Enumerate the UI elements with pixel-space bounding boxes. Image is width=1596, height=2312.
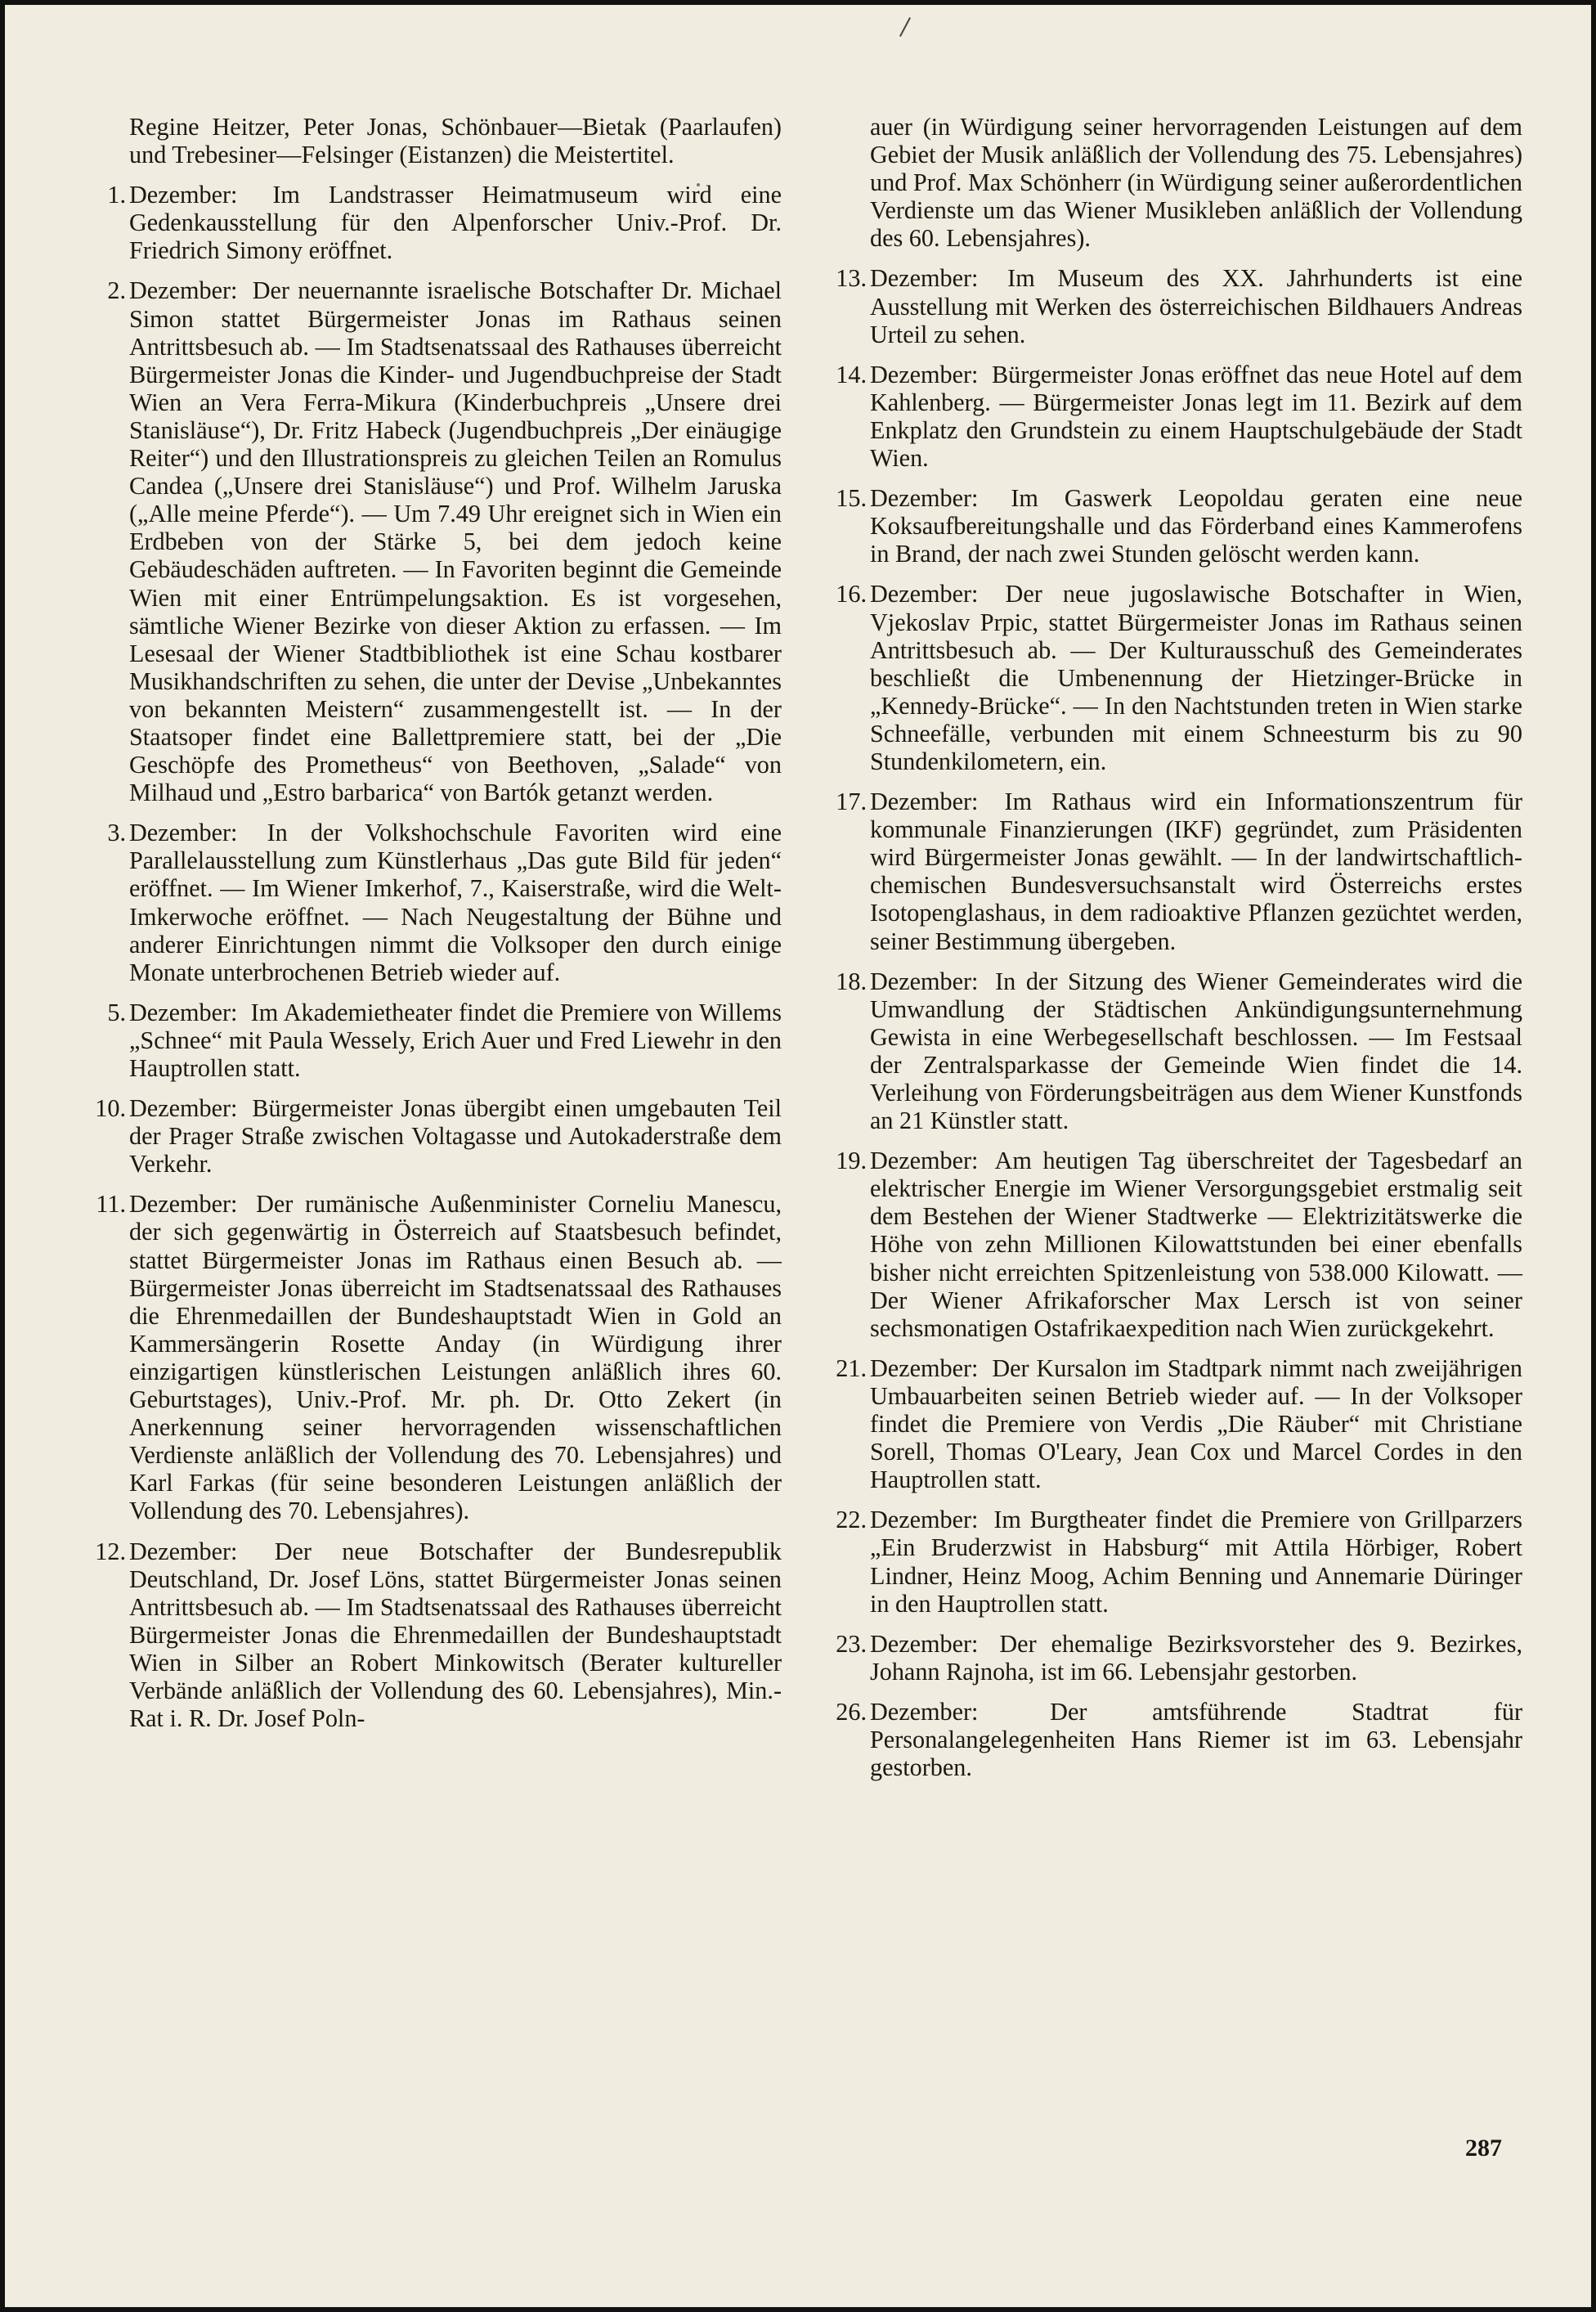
- entry-number: 1.: [107, 181, 126, 209]
- entry-text: Bürgermeister Jonas eröffnet das neue Hotel auf dem Kahlenberg. — Bürgermeister Jonas legt im 11. Bezirk auf dem Enkplatz den Grundstein zu einem Hauptschulgebäude der Stadt Wien.: [870, 360, 1523, 473]
- entry-text: Der amtsführende Stadtrat für Personalangelegenheiten Hans Riemer ist im 63. Lebensjahr gestorben.: [870, 1697, 1522, 1782]
- entry-2: [107, 276, 782, 807]
- entry-date: Dezember:: [129, 181, 238, 209]
- entry-1: [107, 181, 782, 265]
- entry-number: 12.: [95, 1537, 126, 1565]
- right-continuation: auer (in Würdigung seiner hervorragenden Leistungen auf dem Gebiet der Musik anläßlich der Vollendung des 75. Lebensjahres) und Prof. Max Schönherr (in Würdigung seiner außerordentlichen Verdienste um das Wiener Musikleben anläßlich der Vollendung des 60. Lebensjahres).: [870, 113, 1522, 253]
- entry-number: 3.: [107, 819, 126, 847]
- entry-date: Dezember:: [129, 819, 238, 847]
- right-column: [836, 113, 1523, 1793]
- entry-text: Der ehemalige Bezirksvorsteher des 9. Bezirkes, Johann Rajnoha, ist im 66. Lebensjahr gestorben.: [870, 1629, 1522, 1686]
- entry-text: Der rumänische Außenminister Corneliu Manescu, der sich gegenwärtig in Österreich auf Staatsbesuch befindet, stattet Bürgermeister Jonas im Rathaus einen Besuch ab. — Bürgermeister Jonas überreicht im Stadtsenatssaal des Rathauses die Ehrenmedaillen der Bundeshauptstadt Wien in Gold an Kammersängerin Rosette Anday (in Würdigung ihrer einzigartigen künstlerischen Leistungen anläßlich ihres 60. Geburtstages), Univ.-Prof. Mr. ph. Dr. Otto Zekert (in Anerkennung seiner hervorragenden wissenschaftlichen Verdienste anläßlich der Vollendung des 70. Lebensjahres) und Karl Farkas (für seine besonderen Leistungen anläßlich der Vollendung des 70. Lebensjahres).: [129, 1190, 782, 1525]
- entry-10: [95, 1094, 782, 1178]
- entry-13: [836, 264, 1523, 348]
- entry-date: Dezember:: [129, 276, 238, 305]
- entry-date: Dezember:: [870, 1147, 979, 1175]
- entry-number: 17.: [836, 788, 867, 816]
- entry-text: Im Rathaus wird ein Informationszentrum für kommunale Finanzierungen (IKF) gegründet, zum Präsidenten wird Bürgermeister Jonas gewählt. — In der landwirtschaftlich-chemischen Bundesversuchsanstalt wird Österreichs erstes Isotopenglashaus, in dem radioaktive Pflanzen gezüchtet werden, seiner Bestimmung übergeben.: [870, 788, 1522, 955]
- entry-3: [107, 819, 782, 986]
- entry-text: Bürgermeister Jonas übergibt einen umgebauten Teil der Prager Straße zwischen Voltagasse und Autokaderstraße dem Verkehr.: [129, 1094, 782, 1178]
- entry-date: Dezember:: [129, 998, 238, 1026]
- entry-date: Dezember:: [870, 788, 979, 816]
- entry-date: Dezember:: [129, 1190, 238, 1219]
- entry-26: [836, 1697, 1522, 1782]
- entry-number: 21.: [836, 1354, 867, 1382]
- entry-text: Im Gaswerk Leopoldau geraten eine neue Koksaufbereitungshalle und das Förderband eines Kammerofens in Brand, der nach zwei Stunden gelöscht werden kann.: [870, 484, 1522, 568]
- entry-date: Dezember:: [870, 1697, 979, 1726]
- left-column: [95, 113, 782, 1744]
- entry-text: Am heutigen Tag überschreitet der Tagesbedarf an elektrischer Energie im Wiener Versorgungsgebiet erstmalig seit dem Bestehen der Wiener Stadtwerke — Elektrizitätswerke die Höhe von zehn Millionen Kilowattstunden bei einer ebenfalls bisher nicht erreichten Spitzenleistung von 538.000 Kilowatt. — Der Wiener Afrikaforscher Max Lersch ist von seiner sechsmonatigen Ostafrikaexpedition nach Wien zurückgekehrt.: [870, 1147, 1522, 1342]
- entry-number: 14.: [836, 360, 867, 388]
- entry-19: [836, 1147, 1522, 1342]
- entry-18: [836, 967, 1522, 1135]
- entry-text: In der Volkshochschule Favoriten wird eine Parallelausstellung zum Künstlerhaus „Das gute Bild für jeden“ eröffnet. — Im Wiener Imkerhof, 7., Kaiserstraße, wird die Welt-Imkerwoche eröffnet. — Nach Neugestaltung der Bühne und anderer Einrichtungen nimmt die Volksoper den durch einige Monate unterbrochenen Betrieb wieder auf.: [129, 819, 782, 986]
- entry-number: 2.: [107, 276, 126, 305]
- entry-23: [836, 1629, 1522, 1686]
- entry-date: Dezember:: [870, 580, 979, 608]
- entry-14: [836, 360, 1523, 473]
- entry-number: 15.: [836, 484, 867, 513]
- entry-11: [96, 1190, 782, 1525]
- left-continuation: Regine Heitzer, Peter Jonas, Schönbauer—Bietak (Paarlaufen) und Trebesiner—Felsinger (Eistanzen) die Meistertitel.: [129, 113, 782, 169]
- entry-17: [836, 788, 1522, 955]
- entry-number: 22.: [836, 1506, 867, 1534]
- entry-date: Dezember:: [870, 360, 979, 388]
- entry-date: Dezember:: [870, 484, 979, 513]
- entry-date: Dezember:: [870, 1629, 979, 1658]
- entry-text: Im Akademietheater findet die Premiere von Willems „Schnee“ mit Paula Wessely, Erich Auer und Fred Liewehr in den Hauptrollen statt.: [129, 998, 782, 1082]
- entry-text: Im Burgtheater findet die Premiere von Grillparzers „Ein Bruderzwist in Habsburg“ mit Attila Hörbiger, Robert Lindner, Heinz Moog, Achim Benning und Annemarie Düringer in den Hauptrollen statt.: [870, 1506, 1523, 1618]
- entry-date: Dezember:: [870, 264, 979, 293]
- entry-number: 5.: [107, 998, 126, 1026]
- entry-text: Im Landstrasser Heimatmuseum wird eine Gedenkausstellung für den Alpenforscher Univ.-Prof. Dr. Friedrich Simony eröffnet.: [129, 181, 782, 265]
- entry-text: Im Museum des XX. Jahrhunderts ist eine Ausstellung mit Werken des österreichischen Bildhauers Andreas Urteil zu sehen.: [870, 264, 1523, 348]
- entry-text: Der neue Botschafter der Bundesrepublik Deutschland, Dr. Josef Löns, stattet Bürgermeister Jonas seinen Antrittsbesuch ab. — Im Stadtsenatssaal des Rathauses überreicht Bürgermeister Jonas die Ehrenmedaillen der Bundeshauptstadt Wien in Silber an Robert Minkowitsch (Berater kultureller Verbände anläßlich der Vollendung des 60. Lebensjahres), Min.-Rat i. R. Dr. Josef Poln-: [129, 1537, 782, 1733]
- entry-15: [836, 484, 1522, 568]
- entry-number: 16.: [836, 580, 867, 608]
- entry-date: Dezember:: [870, 967, 979, 995]
- entry-number: 19.: [836, 1147, 867, 1175]
- entry-22: [836, 1506, 1523, 1618]
- entry-date: Dezember:: [870, 1506, 979, 1534]
- entry-12: [95, 1537, 782, 1733]
- page-number: 287: [1465, 2135, 1502, 2162]
- entry-5: [107, 998, 782, 1082]
- entry-text: Der Kursalon im Stadtpark nimmt nach zweijährigen Umbauarbeiten seinen Betrieb wieder auf. — In der Volksoper findet die Premiere von Verdis „Die Räuber“ mit Christiane Sorell, Thomas O'Leary, Jean Cox und Marcel Cordes in den Hauptrollen statt.: [870, 1354, 1523, 1494]
- entry-number: 13.: [836, 264, 867, 293]
- entry-number: 23.: [836, 1629, 867, 1658]
- entry-number: 11.: [96, 1190, 126, 1219]
- entry-text: Der neuernannte israelische Botschafter Dr. Michael Simon stattet Bürgermeister Jonas im Rathaus seinen Antrittsbesuch ab. — Im Stadtsenatssaal des Rathauses überreicht Bürgermeister Jonas die Kinder- und Jugendbuchpreise der Stadt Wien an Vera Ferra-Mikura (Kinderbuchpreis „Unsere drei Stanisläuse“), Dr. Fritz Habeck (Jugendbuchpreis „Der einäugige Reiter“) und den Illustrationspreis zu gleichen Teilen an Romulus Candea („Unsere drei Stanisläuse“) und Prof. Wilhelm Jaruska („Alle meine Pferde“). — Um 7.49 Uhr ereignet sich in Wien ein Erdbeben von der Stärke 5, bei dem jedoch keine Gebäudeschäden auftreten. — In Favoriten beginnt die Gemeinde Wien mit einer Entrümpelungsaktion. Es ist vorgesehen, sämtliche Wiener Bezirke von dieser Aktion zu erfassen. — Im Lesesaal der Wiener Stadtbibliothek ist eine Schau kostbarer Musikhandschriften zu sehen, die unter der Devise „Unbekanntes von bekannten Meistern“ zusammengestellt ist. — In der Staatsoper findet eine Ballettpremiere statt, bei der „Die Geschöpfe des Prometheus“ von Beethoven, „Salade“ von Milhaud und „Estro barbarica“ von Bartók getanzt werden.: [129, 276, 782, 807]
- entry-date: Dezember:: [129, 1537, 238, 1565]
- entry-date: Dezember:: [870, 1354, 979, 1382]
- entry-number: 18.: [836, 967, 867, 995]
- entry-date: Dezember:: [129, 1094, 238, 1123]
- entry-21: [836, 1354, 1523, 1494]
- entry-16: [836, 580, 1523, 775]
- entry-text: In der Sitzung des Wiener Gemeinderates wird die Umwandlung der Städtischen Ankündigungsunternehmung Gewista in eine Werbegesellschaft beschlossen. — Im Festsaal der Zentralsparkasse der Gemeinde Wien findet die 14. Verleihung von Förderungsbeiträgen aus dem Wiener Kunstfonds an 21 Künstler statt.: [870, 967, 1522, 1135]
- entry-number: 10.: [95, 1094, 126, 1123]
- entry-text: Der neue jugoslawische Botschafter in Wien, Vjekoslav Prpic, stattet Bürgermeister Jonas im Rathaus seinen Antrittsbesuch ab. — Der Kulturausschuß des Gemeinderates beschließt die Umbenennung der Hietzinger-Brücke in „Kennedy-Brücke“. — In den Nachtstunden treten in Wien starke Schneefälle, verbunden mit einem Schneesturm bis zu 90 Stundenkilometern, ein.: [870, 580, 1523, 775]
- pencil-mark: [899, 17, 911, 37]
- entry-number: 26.: [836, 1697, 867, 1726]
